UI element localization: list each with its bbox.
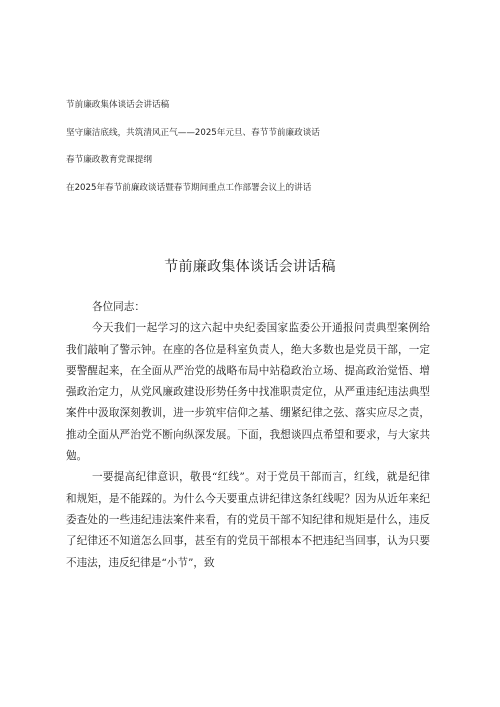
table-of-contents <box>66 100 446 210</box>
toc-item-3: 春节廉政教育党课提纲 <box>66 155 152 165</box>
toc-item-2: 坚守廉洁底线，共筑清风正气——2025年元旦、春节节前廉政谈话 <box>66 127 320 138</box>
paragraph-2: 一要提高纪律意识，敬畏“红线”。对于党员干部而言，红线，就是纪律和规矩，是不能踩的。为什么今天要重点讲纪律这条红线呢？因为从近年来纪委查处的一些违纪违法案件来看，有的党员干部不知纪律和规矩是什么，违反了纪律还不知道怎么回事，甚至有的党员干部根本不把违纪当回事，认为只要不违法，违反纪律是“小节”，致 <box>66 471 430 569</box>
document-title: 节前廉政集体谈话会讲话稿 <box>164 259 336 275</box>
toc-item-1: 节前廉政集体谈话会讲话稿 <box>66 100 170 110</box>
toc-item-4: 在2025年春节前廉政谈话暨春节期间重点工作部署会议上的讲话 <box>66 182 312 193</box>
document-body <box>66 297 430 574</box>
paragraph-1: 今天我们一起学习的这六起中央纪委国家监委公开通报问责典型案例给我们敲响了警示钟。在座的各位是科室负责人，绝大多数也是党员干部，一定要警醒起来，在全面从严治党的战略布局中站稳政治立场、提高政治觉悟、增强政治定力，从党风廉政建设形势任务中找准职责定位，从严重违纪违法典型案件中汲取深刻教训，进一步筑牢信仰之基、绷紧纪律之弦、落实应尽之责，推动全面从严治党不断向纵深发展。下面，我想谈四点希望和要求，与大家共勉。 <box>66 322 430 463</box>
salutation: 各位同志： <box>92 301 145 313</box>
